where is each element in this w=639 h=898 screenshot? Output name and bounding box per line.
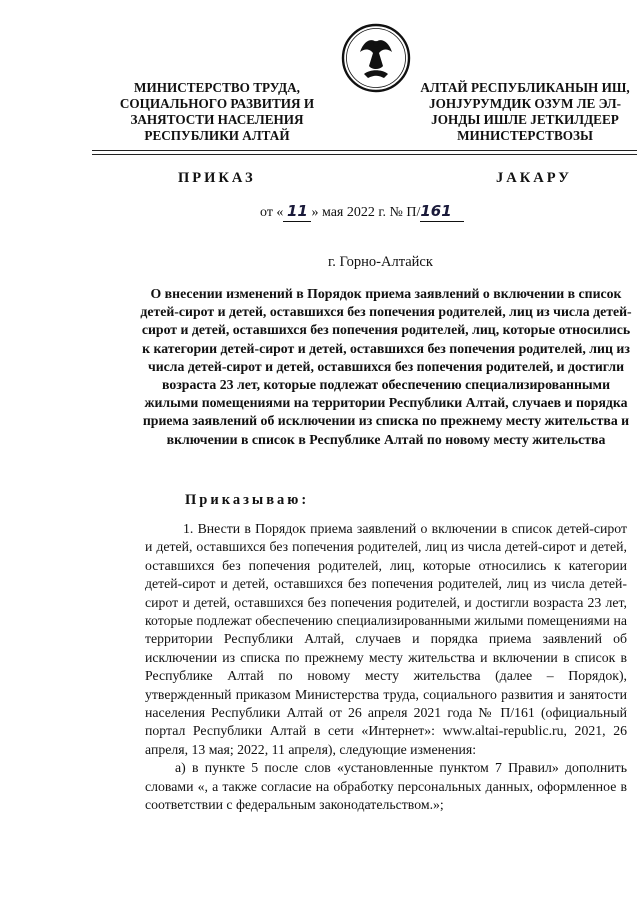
header-left-line: ЗАНЯТОСТИ НАСЕЛЕНИЯ [130, 112, 304, 127]
date-middle: » мая 2022 г. № П/ [311, 205, 421, 220]
header-right-line: ЈОНДЫ ИШЛЕ ЈЕТКИЛДЕЕР [431, 112, 619, 127]
header-left-line: РЕСПУБЛИКИ АЛТАЙ [144, 128, 290, 143]
header-divider-thin [92, 154, 637, 155]
city: г. Горно-Алтайск [328, 254, 433, 270]
order-subject: О внесении изменений в Порядок приема заявлений о включении в список детей-сирот и детей, оставшихся без попечения родителей, лиц из числа детей-сирот и детей, оставшихся без попечения родителей, лиц, которые относились к категории детей-сирот и детей, оставшихся без попечения родителей, лиц из числа детей-сирот и детей, оставшихся без попечения родителей, и достигли возраста 23 лет, которые подлежат обеспечению специализированными жилыми помещениями на территории Республики Алтай, случаев и порядка приема заявлений об исключении из списка по прежнему месту жительства и включении в список в Республике Алтай по новому месту жительства [140, 286, 632, 447]
date-prefix: от « [260, 205, 284, 220]
order-body [145, 520, 627, 815]
order-title-russian: ПРИКАЗ [178, 170, 256, 186]
order-word: Приказываю: [185, 492, 310, 508]
header-right-line: МИНИСТЕРСТВОЗЫ [457, 128, 593, 143]
handwritten-day: 11 [287, 202, 308, 220]
header-left-line: МИНИСТЕРСТВО ТРУДА, [134, 80, 300, 95]
handwritten-order-number: 161 [420, 202, 452, 220]
header-divider-thick [92, 150, 637, 151]
header-left-line: СОЦИАЛЬНОГО РАЗВИТИЯ И [119, 96, 315, 111]
header-right-line: АЛТАЙ РЕСПУБЛИКАНЫН ИШ, [420, 80, 630, 95]
header-right-line: ЈОНЈУРУМДИК ОЗУМ ЛЕ ЭЛ- [429, 96, 621, 111]
ministry-name-altai [420, 80, 630, 144]
paragraph: 1. Внести в Порядок приема заявлений о включении в список детей-сирот и детей, оставшихся без попечения родителей, лиц из числа детей-сирот и детей, оставшихся без попечения родителей, лиц, которые относились к категории детей-сирот и детей, оставшихся без попечения родителей, лиц из числа детей-сирот и детей, оставшихся без попечения родителей, и достигли возраста 23 лет, которые подлежат обеспечению специализированными жилыми помещениями на территории Республики Алтай, случаев и порядка приема заявлений об исключении из списка по прежнему месту жительства и включении в список в Республике Алтай по новому месту жительства (далее – Порядок), утвержденный приказом Министерства труда, социального развития и занятости населения Республики Алтай от 26 апреля 2021 года № П/161 (официальный портал Республики Алтай в сети «Интернет»: www.altai-republic.ru, 2021, 26 апреля, 13 мая; 2022, 11 апреля), следующие изменения: [145, 521, 627, 757]
order-title-altai: ЈАКАРУ [496, 170, 572, 186]
republic-altai-emblem [340, 22, 412, 94]
paragraph: а) в пункте 5 после слов «установленные пунктом 7 Правил» дополнить словами «, а также согласие на обработку персональных данных, оформленное в соответствии с федеральным законодательством.»; [145, 760, 627, 813]
ministry-name-russian [102, 80, 332, 144]
order-date-line [260, 202, 464, 222]
